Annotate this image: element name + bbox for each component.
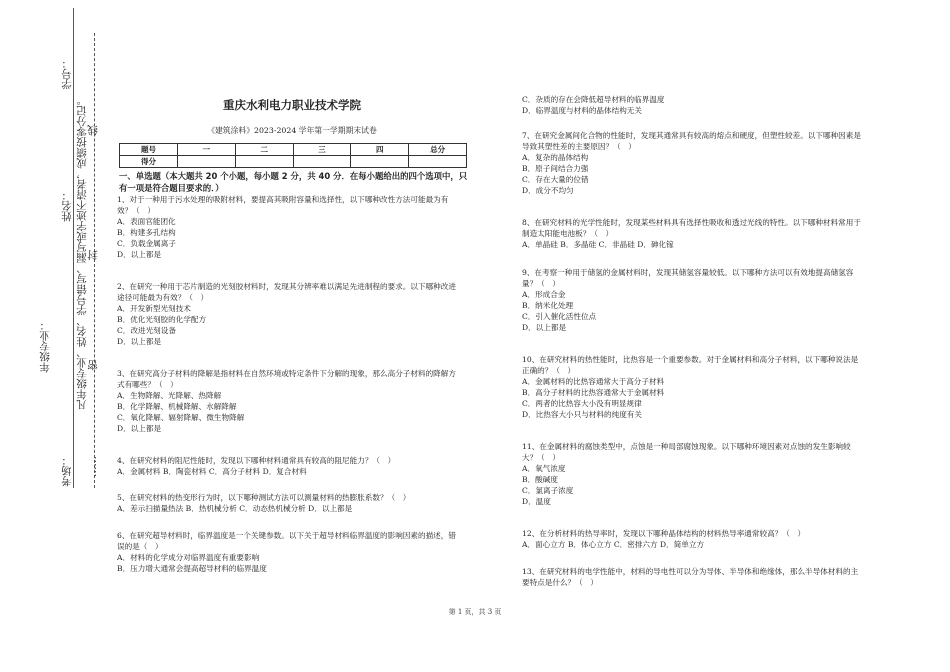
score-table-score-row <box>120 156 467 168</box>
score-cell <box>409 156 467 168</box>
score-header-cell: 二 <box>235 144 293 156</box>
page-footer: 第 1 页，共 3 页 <box>448 608 502 616</box>
question-option: A．差示扫描量热法 B．热机械分析 C．动态热机械分析 D．以上都是 <box>117 504 353 513</box>
score-header-cell: 四 <box>351 144 409 156</box>
score-header-cell: 三 <box>293 144 351 156</box>
question-option: C．两者的比热容大小没有明显规律 <box>522 399 642 408</box>
binding-dashed-line <box>94 33 95 488</box>
question-option: B．酸碱度 <box>522 475 558 484</box>
question-option: C．氧化降解、辐射降解、微生物降解 <box>117 413 245 422</box>
question <box>522 130 862 196</box>
question-option: A．表面官能团化 <box>117 217 176 226</box>
question-stem: 4、在研究材料的阻尼性能时，发现以下哪种材料通常具有较高的阻尼能力？（ ） <box>117 456 396 465</box>
question-option: A．单晶硅 B．多晶硅 C．非晶硅 D．砷化镓 <box>522 240 674 249</box>
question-stem: 12、在分析材料的热导率时，发现以下哪种晶体结构的材料热导率通常较高？（ ） <box>522 529 806 538</box>
score-header-cell: 总分 <box>409 144 467 156</box>
question-continued <box>522 94 862 116</box>
question-option: A．开发新型光刻技术 <box>117 304 191 313</box>
question-option: B．原子间结合力强 <box>522 164 589 173</box>
question-option: C．氯离子浓度 <box>522 486 574 495</box>
exam-subtitle: 《建筑涂料》2023-2024 学年第一学期期末试卷 <box>207 126 377 135</box>
question-option: B．纳米化处理 <box>522 301 574 310</box>
score-cell <box>178 156 236 168</box>
question-option: C．引入催化活性位点 <box>522 312 597 321</box>
question-stem: 9、在考察一种用于储氢的金属材料时，发现其储氢容量较低。以下哪种方法可以有效地提高储氢容量？（ ） <box>522 268 854 288</box>
question-option: A．材料的化学成分对临界温度有重要影响 <box>117 553 260 562</box>
question-option: A．氧气浓度 <box>522 464 566 473</box>
question-option: A．面心立方 B．体心立方 C．密排六方 D．简单立方 <box>522 540 705 549</box>
question-stem: 10、在研究材料的热性能时，比热容是一个重要参数。对于金属材料和高分子材料，以下哪种说法是正确的？（ ） <box>522 355 859 375</box>
score-header-cell: 一 <box>178 144 236 156</box>
question <box>117 530 462 574</box>
question-option: D．以上都是 <box>117 337 162 346</box>
question <box>522 267 862 333</box>
score-cell <box>351 156 409 168</box>
binding-notice: 凡年级专业、姓名、学号错写、漏写或字迹不清者，成绩按零分记。 <box>76 95 88 410</box>
question-stem: 5、在研究材料的热变形行为时，以下哪种测试方法可以测量材料的热膨胀系数？（ ） <box>117 493 411 502</box>
question-stem: 1、对于一种用于污水处理的吸附材料，要提高其吸附容量和选择性，以下哪种改性方法可能最为有效？（ ） <box>117 195 449 215</box>
question <box>522 566 862 588</box>
binding-margin <box>0 0 115 672</box>
question-option: A．生物降解、光降解、热降解 <box>117 391 222 400</box>
question-option: D．以上都是 <box>522 323 567 332</box>
question <box>117 368 462 434</box>
name-label: 姓名： <box>61 190 73 222</box>
school-name: 重庆水利电力职业技术学院 <box>223 98 361 112</box>
question <box>522 528 862 550</box>
question-option: D．以上都是 <box>117 424 162 433</box>
line-mark: 线 <box>87 125 99 136</box>
score-header-cell: 题号 <box>120 144 178 156</box>
class-label: 年级专业： <box>39 320 51 373</box>
question-stem: 11、在金属材料的腐蚀类型中，点蚀是一种局部腐蚀现象。以下哪种环境因素对点蚀的发生影响较大？（ ） <box>522 442 851 462</box>
question-stem: 2、在研究一种用于芯片制造的光刻胶材料时，发现其分辨率难以满足先进制程的要求。以下哪种改进途径可能最为有效？（ ） <box>117 282 456 302</box>
question-option: C．杂质的存在会降低超导材料的临界温度 <box>522 95 665 104</box>
score-cell <box>293 156 351 168</box>
score-table-header-row <box>120 144 467 156</box>
question <box>522 217 862 250</box>
question-option: B．构建多孔结构 <box>117 228 176 237</box>
section-title: 一、单选题（本大题共 20 个小题，每小题 2 分，共 40 分．在每小题给出的四个选项中，只有一项是符合题目要求的．） <box>119 171 468 193</box>
question-option: B．压力增大通常会提高超导材料的临界温度 <box>117 564 267 573</box>
question-stem: 6、在研究超导材料时，临界温度是一个关键参数。以下关于超导材料临界温度的影响因素的描述，错误的是（ ） <box>117 531 456 551</box>
student-id-label: 学号： <box>61 58 73 90</box>
seal-mark-feng: 封 <box>87 250 99 261</box>
bottom-mark: …… <box>87 456 99 477</box>
score-row-label: 得分 <box>120 156 178 168</box>
question <box>117 194 462 260</box>
question-option: C．负载金属离子 <box>117 239 176 248</box>
question-option: A．形成合金 <box>522 290 566 299</box>
question-stem: 7、在研究金属间化合物的性能时，发现其通常具有较高的熔点和硬度，但塑性较差。以下哪种因素是导致其塑性差的主要原因？（ ） <box>522 131 861 151</box>
question <box>522 441 862 507</box>
question-option: A．复杂的晶体结构 <box>522 153 589 162</box>
score-table <box>119 143 467 168</box>
question-option: A．金属材料的比热容通常大于高分子材料 <box>522 377 665 386</box>
question-option: B．优化光刻胶的化学配方 <box>117 315 207 324</box>
question-option: D．温度 <box>522 497 551 506</box>
question-option: B．化学降解、机械降解、水解降解 <box>117 402 237 411</box>
exam-site-label: 考场： <box>61 455 73 487</box>
question-stem: 8、在研究材料的光学性能时，发现某些材料具有选择性吸收和透过光线的特性。以下哪种材料常用于制造太阳能电池板？（ ） <box>522 218 861 238</box>
question-option: B．高分子材料的比热容通常大于金属材料 <box>522 388 665 397</box>
question <box>117 455 462 477</box>
binding-solid-line <box>73 8 74 488</box>
question <box>117 492 462 514</box>
question-option: D．临界温度与材料的晶体结构无关 <box>522 106 642 115</box>
seal-mark-mi: 密 <box>87 360 99 371</box>
question-option: D．比热容大小只与材料的纯度有关 <box>522 410 642 419</box>
score-cell <box>235 156 293 168</box>
question-option: D．以上都是 <box>117 250 162 259</box>
question-option: C．存在大量的位错 <box>522 175 589 184</box>
question-option: A．金属材料 B．陶瓷材料 C．高分子材料 D．复合材料 <box>117 467 307 476</box>
question <box>117 281 462 347</box>
question <box>522 354 862 420</box>
question-option: D．成分不均匀 <box>522 186 574 195</box>
question-stem: 3、在研究高分子材料的降解是指材料在自然环境或特定条件下分解的现象，那么高分子材料的降解方式有哪些？（ ） <box>117 369 456 389</box>
question-stem: 13、在研究材料的电学性能中，材料的导电性可以分为导体、半导体和绝缘体，那么半导体材料的主要特点是什么？（ ） <box>522 567 859 587</box>
question-option: C．改进光刻设备 <box>117 326 176 335</box>
